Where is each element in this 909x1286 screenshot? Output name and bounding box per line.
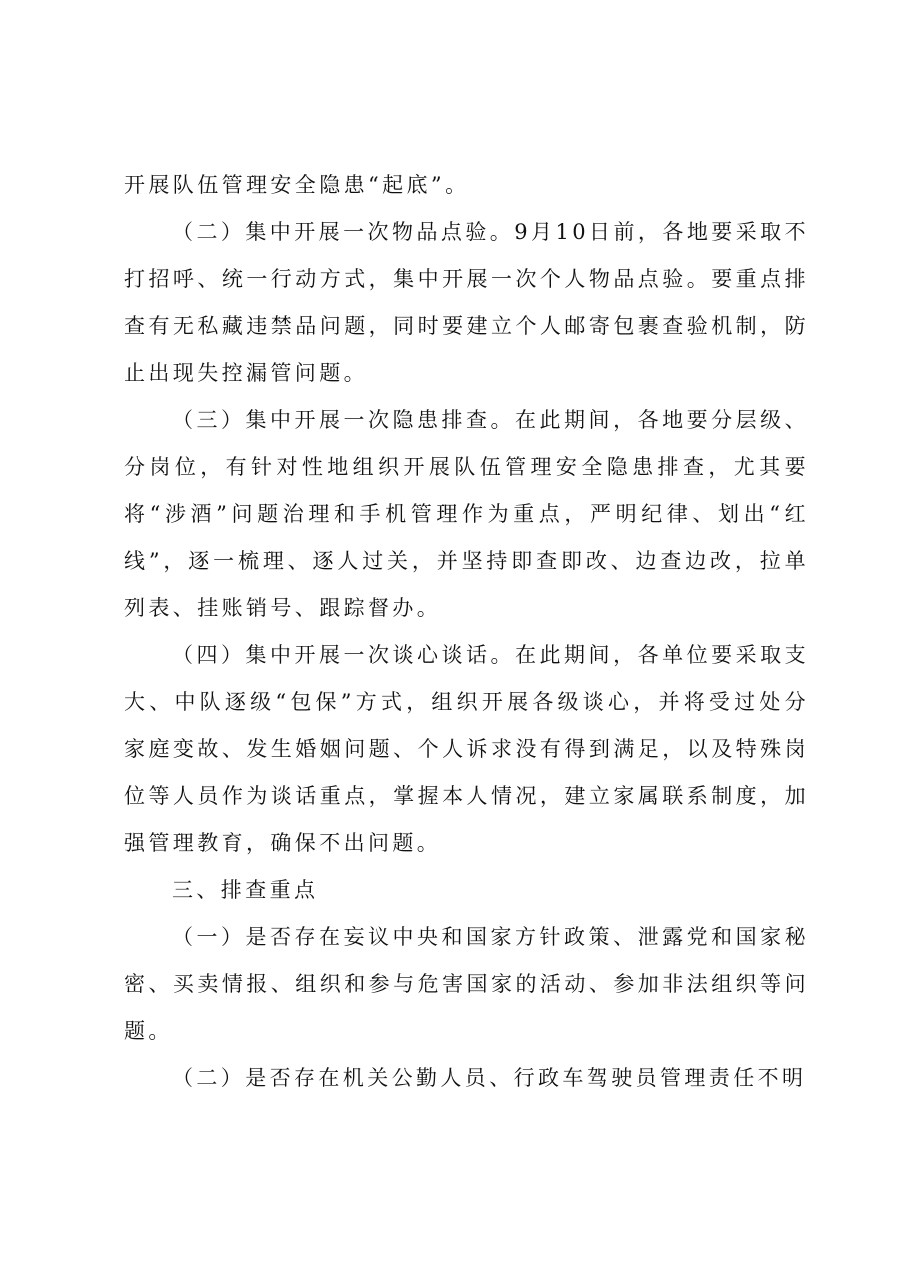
section-heading-key-points: 三、排查重点 [172,878,319,902]
paragraph-continuation: 开展队伍管理安全隐患“起底”。 [124,173,470,197]
paragraph-key-point-two: （二）是否存在机关公勤人员、行政车驾驶员管理责任不明 [172,1066,807,1090]
document-body [124,162,809,1102]
paragraph-hazard-check: （三）集中开展一次隐患排查。在此期间，各地要分层级、分岗位，有针对性地组织开展队伍管理安全隐患排查，尤其要将“涉酒”问题治理和手机管理作为重点，严明纪律、划出“红线”，逐一梳理、逐人过关，并坚持即查即改、边查边改，拉单列表、挂账销号、跟踪督办。 [124,408,809,620]
paragraph-item-inspection: （二）集中开展一次物品点验。9月10日前，各地要采取不打招呼、统一行动方式，集中开展一次个人物品点验。要重点排查有无私藏违禁品问题，同时要建立个人邮寄包裹查验机制，防止出现失控漏管问题。 [124,220,809,385]
paragraph-heart-to-heart-talk: （四）集中开展一次谈心谈话。在此期间，各单位要采取支大、中队逐级“包保”方式，组织开展各级谈心，并将受过处分家庭变故、发生婚姻问题、个人诉求没有得到满足，以及特殊岗位等人员作为谈话重点，掌握本人情况，建立家属联系制度，加强管理教育，确保不出问题。 [124,643,809,855]
paragraph-key-point-one: （一）是否存在妄议中央和国家方针政策、泄露党和国家秘密、买卖情报、组织和参与危害国家的活动、参加非法组织等问题。 [124,925,809,1043]
